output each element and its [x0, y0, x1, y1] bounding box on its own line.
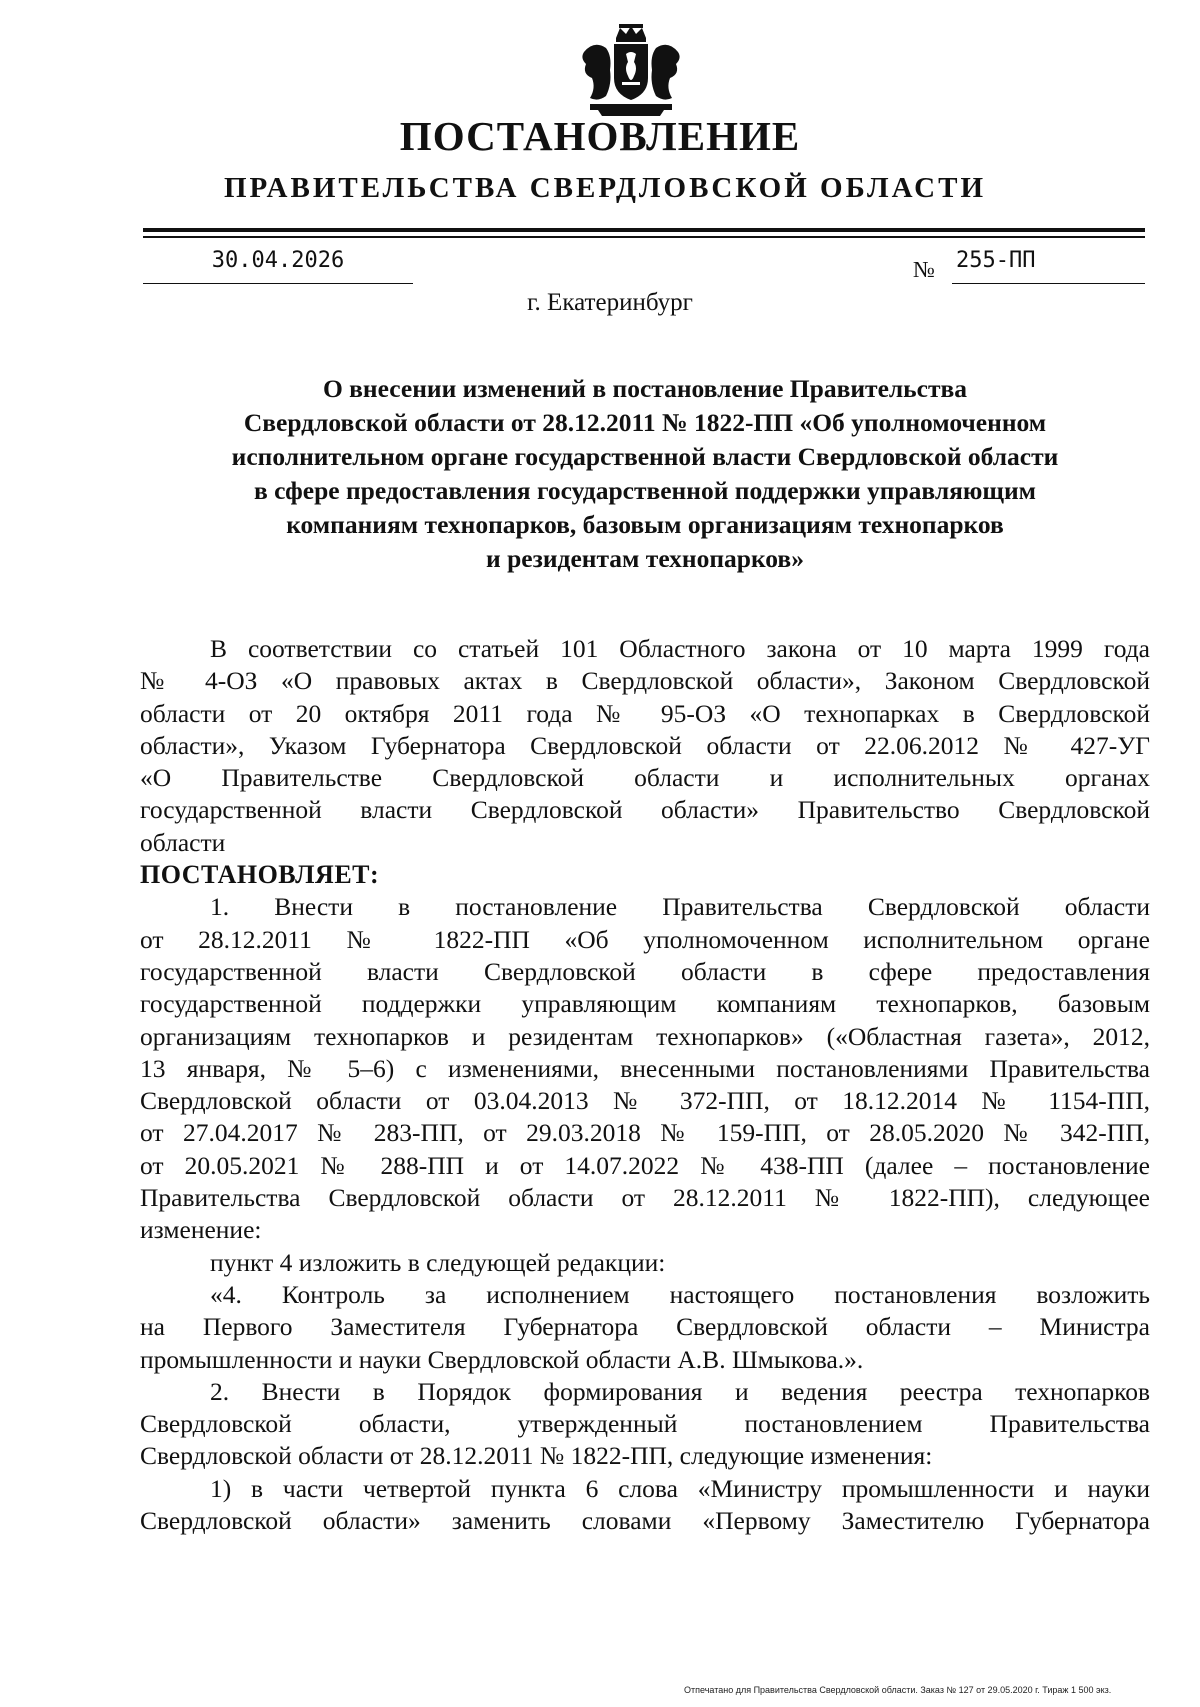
body-line: от 27.04.2017 № 283-ПП, от 29.03.2018 № 159-ПП, от 28.05.2020 № 342-ПП, — [140, 1118, 1150, 1148]
body-line: 1. Внести в постановление Правительства Свердловской области — [210, 892, 1150, 922]
number-underline — [952, 283, 1145, 284]
body-line: 13 января, № 5–6) с изменениями, внесенными постановлениями Правительства — [140, 1053, 1150, 1083]
document-number: 255-ПП — [956, 248, 1036, 273]
heading-line: компаниям технопарков, базовым организациям технопарков — [286, 510, 1004, 539]
heading-line: О внесении изменений в постановление Правительства — [322, 374, 968, 403]
body-line: области — [140, 827, 226, 857]
document-subtitle: ПРАВИТЕЛЬСТВА СВЕРДЛОВСКОЙ ОБЛАСТИ — [223, 172, 987, 204]
body-line: изменение: — [140, 1215, 262, 1245]
body-line: Правительства Свердловской области от 28.12.2011 № 1822-ПП), следующее — [140, 1183, 1150, 1213]
body-line: «О Правительстве Свердловской области и исполнительных органах — [140, 763, 1150, 793]
city: г. Екатеринбург — [527, 289, 693, 316]
document-date: 30.04.2026 — [211, 248, 345, 273]
document-title: ПОСТАНОВЛЕНИЕ — [399, 113, 801, 159]
heading-line: Свердловской области от 28.12.2011 № 1822-ПП «Об уполномоченном — [243, 408, 1047, 437]
body-line: от 28.12.2011 № 1822-ПП «Об уполномоченном исполнительном органе — [140, 924, 1150, 954]
body-line: промышленности и науки Свердловской области А.В. Шмыкова.». — [140, 1344, 864, 1374]
heading-line: исполнительном органе государственной власти Свердловской области — [231, 442, 1059, 471]
document-body — [140, 633, 1150, 1537]
body-line: Свердловской области, утвержденный постановлением Правительства — [140, 1409, 1150, 1439]
body-line: организациям технопарков и резидентам технопарков» («Областная газета», 2012, — [140, 1021, 1150, 1051]
body-line: № 4-ОЗ «О правовых актах в Свердловской области», Законом Свердловской — [140, 666, 1150, 696]
date-underline — [143, 283, 413, 284]
body-line: от 20.05.2021 № 288-ПП и от 14.07.2022 № 438-ПП (далее – постановление — [140, 1150, 1150, 1180]
heading-line: и резидентам технопарков» — [486, 544, 804, 573]
body-line: государственной поддержки управляющим компаниям технопарков, базовым — [140, 989, 1150, 1019]
body-line: В соответствии со статьей 101 Областного закона от 10 марта 1999 года — [210, 634, 1150, 663]
number-sign: № — [913, 257, 935, 282]
heading-line: в сфере предоставления государственной поддержки управляющим — [253, 476, 1037, 505]
print-footer: Отпечатано для Правительства Свердловской области. Заказ № 127 от 29.05.2020 г. Тираж 1 500 экз. — [684, 1685, 1112, 1695]
body-line: области от 20 октября 2011 года № 95-ОЗ «О технопарках в Свердловской — [140, 698, 1150, 728]
body-line: государственной власти Свердловской области» Правительство Свердловской — [140, 795, 1150, 825]
body-line: пункт 4 изложить в следующей редакции: — [210, 1247, 666, 1277]
body-line: Свердловской области» заменить словами «Первому Заместителю Губернатора — [140, 1506, 1150, 1536]
resolves-heading: ПОСТАНОВЛЯЕТ: — [140, 860, 380, 890]
coat-of-arms-icon — [576, 22, 686, 118]
body-line: государственной власти Свердловской области в сфере предоставления — [140, 956, 1150, 986]
body-line: 2. Внести в Порядок формирования и ведения реестра технопарков — [210, 1376, 1150, 1406]
body-line: 1) в части четвертой пункта 6 слова «Министру промышленности и науки — [210, 1473, 1150, 1503]
header-rule-thick — [143, 228, 1145, 232]
header-rule-thin — [143, 236, 1145, 238]
body-line: на Первого Заместителя Губернатора Свердловской области – Министра — [140, 1312, 1150, 1342]
document-heading — [140, 372, 1150, 576]
body-line: области», Указом Губернатора Свердловской области от 22.06.2012 № 427-УГ — [140, 730, 1150, 760]
body-line: «4. Контроль за исполнением настоящего постановления возложить — [210, 1279, 1150, 1309]
body-line: Свердловской области от 03.04.2013 № 372-ПП, от 18.12.2014 № 1154-ПП, — [140, 1086, 1150, 1116]
body-line: Свердловской области от 28.12.2011 № 1822-ПП, следующие изменения: — [140, 1441, 933, 1471]
